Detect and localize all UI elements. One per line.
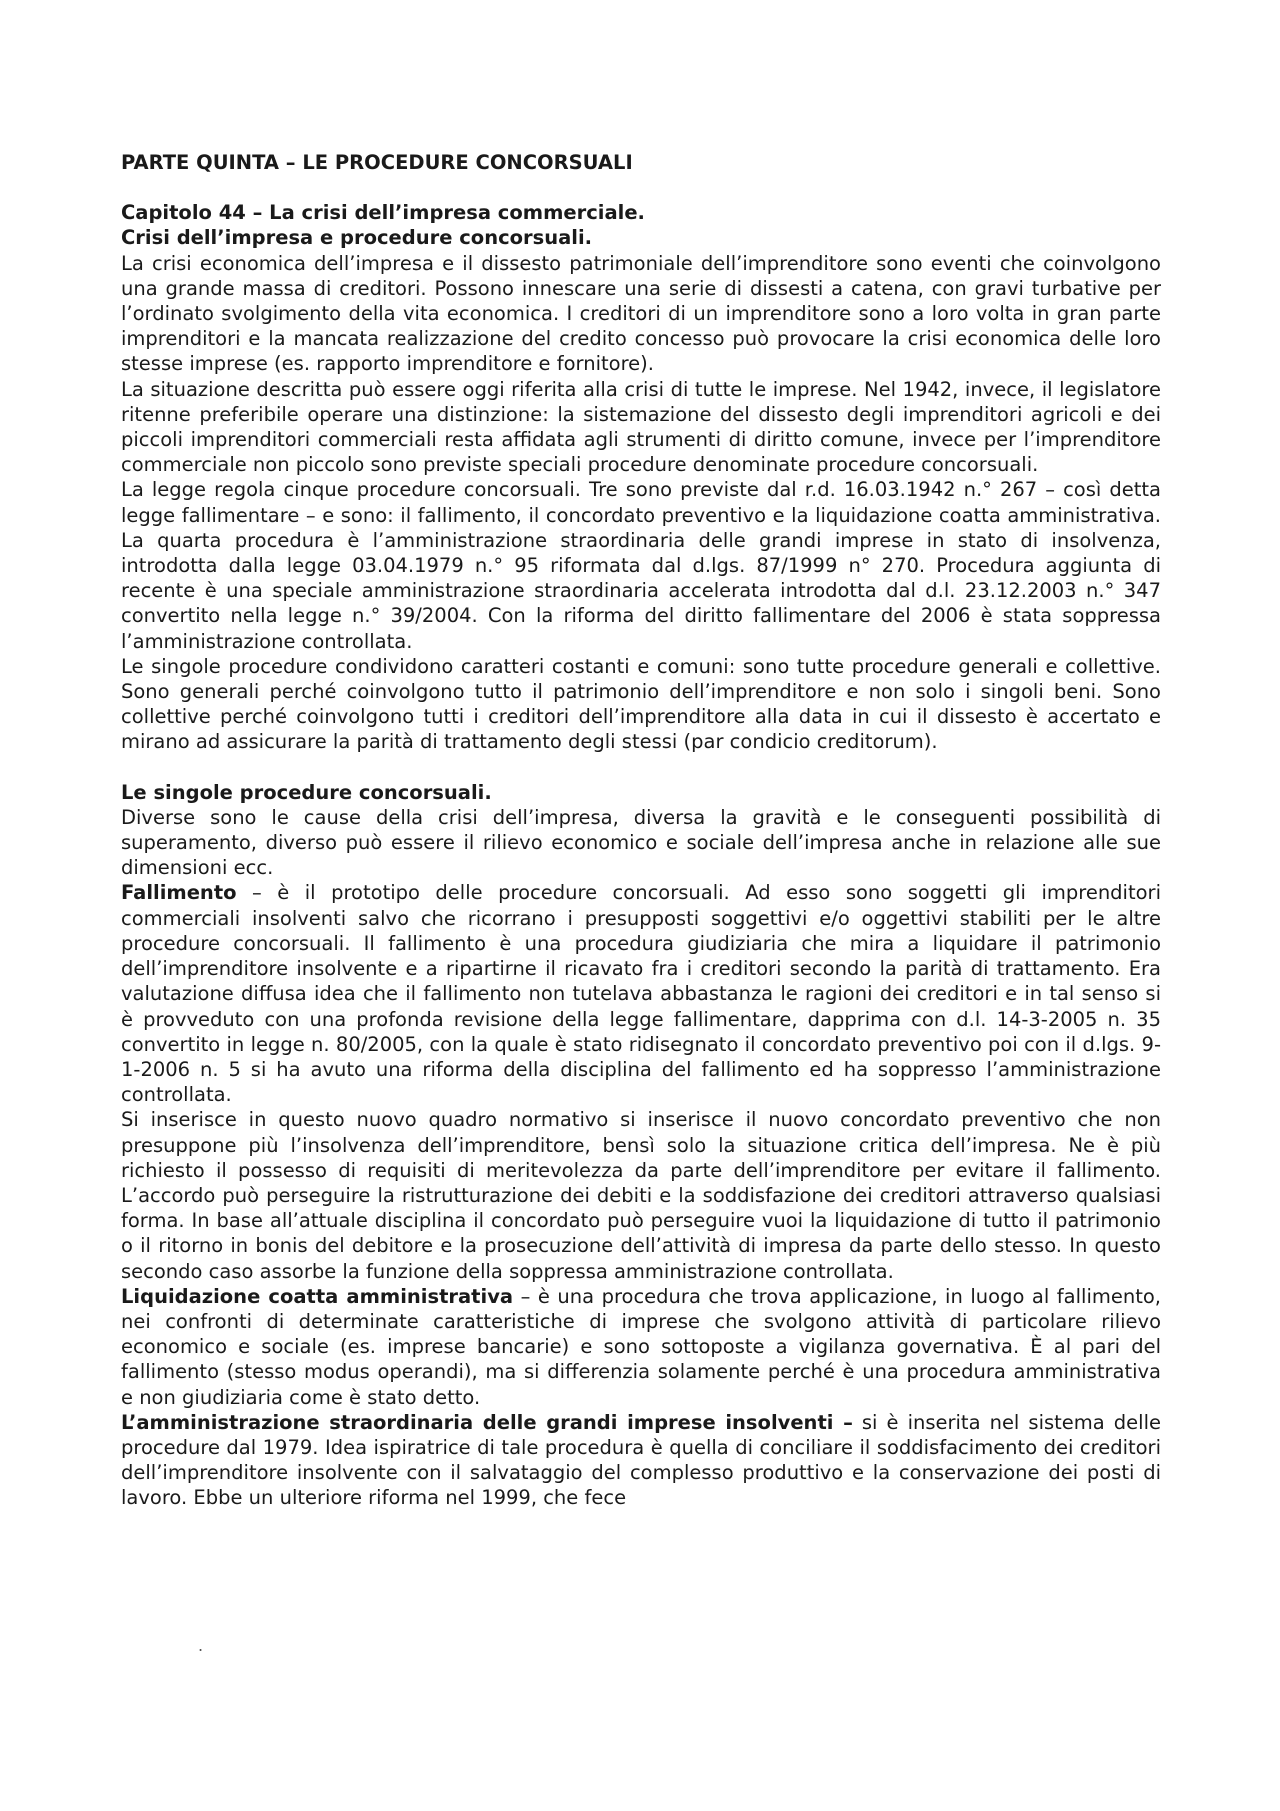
part-title: PARTE QUINTA – LE PROCEDURE CONCORSUALI bbox=[121, 151, 633, 174]
paragraph: La crisi economica dell’impresa e il dissesto patrimoniale dell’imprenditore sono eventi che coinvolgono una grande massa di creditori. Possono innescare una serie di dissesti a catena, con gravi turbative per l’ordinato svolgimento della vita economica. I creditori di un imprenditore sono a loro volta in gran parte imprenditori e la mancata realizzazione del credito concesso può provocare la crisi economica delle loro stesse imprese (es. rapporto imprenditore e fornitore). bbox=[121, 251, 1161, 376]
chapter-title: Capitolo 44 – La crisi dell’impresa commerciale. bbox=[121, 201, 645, 225]
term-amministrazione: L’amministrazione straordinaria delle grandi imprese insolventi – bbox=[121, 1410, 853, 1434]
paragraph: Diverse sono le cause della crisi dell’impresa, diversa la gravità e le conseguenti possibilità di superamento, diverso può essere il rilievo economico e sociale dell’impresa anche in relazione alle sue dimensioni ecc. bbox=[121, 805, 1161, 880]
paragraph-text: – è una procedura che trova applicazione, in luogo al fallimento, nei confronti di determinate caratteristiche di imprese che svolgono attività di particolare rilievo economico e sociale (es. imprese bancarie) e sono sottoposte a vigilanza governativa. È al pari del fallimento (stesso modus operandi), ma si differenzia solamente perché è una procedura amministrativa e non giudiziaria come è stato detto. bbox=[121, 1284, 1161, 1409]
paragraph: La legge regola cinque procedure concorsuali. Tre sono previste dal r.d. 16.03.1942 n.° 267 – così detta legge fallimentare – e sono: il fallimento, il concordato preventivo e la liquidazione coatta amministrativa. La quarta procedura è l’amministrazione straordinaria delle grandi imprese in stato di insolvenza, introdotta dalla legge 03.04.1979 n.° 95 riformata dal d.lgs. 87/1999 n° 270. Procedura aggiunta di recente è una speciale amministrazione straordinaria accelerata introdotta dal d.l. 23.12.2003 n.° 347 convertito nella legge n.° 39/2004. Con la riforma del diritto fallimentare del 2006 è stata soppressa l’amministrazione controllata. bbox=[121, 478, 1161, 653]
paragraph-amministrazione bbox=[121, 1410, 1161, 1511]
term-liquidazione: Liquidazione coatta amministrativa bbox=[121, 1284, 514, 1308]
term-fallimento: Fallimento bbox=[121, 881, 237, 905]
footer-mark: . bbox=[198, 1636, 204, 1655]
section-title-procedure: Le singole procedure concorsuali. bbox=[121, 780, 492, 804]
paragraph: La situazione descritta può essere oggi riferita alla crisi di tutte le imprese. Nel 1942, invece, il legislatore ritenne preferibile operare una distinzione: la sistemazione del dissesto degli imprenditori agricoli e dei piccoli imprenditori commerciali resta affidata agli strumenti di diritto comune, invece per l’imprenditore commerciale non piccolo sono previste speciali procedure denominate procedure concorsuali. bbox=[121, 377, 1161, 477]
section-title-crisi: Crisi dell’impresa e procedure concorsuali. bbox=[121, 226, 593, 250]
document-page bbox=[121, 150, 1161, 1511]
spacer bbox=[121, 755, 1161, 780]
paragraph-text: si è inserita nel sistema delle procedure dal 1979. Idea ispiratrice di tale procedura è quella di conciliare il soddisfacimento dei creditori dell’imprenditore insolvente con il salvataggio del complesso produttivo e la conservazione dei posti di lavoro. Ebbe un ulteriore riforma nel 1999, che fece bbox=[121, 1410, 1161, 1510]
paragraph: Le singole procedure condividono caratteri costanti e comuni: sono tutte procedure generali e collettive. Sono generali perché coinvolgono tutto il patrimonio dell’imprenditore e non solo i singoli beni. Sono collettive perché coinvolgono tutti i creditori dell’imprenditore alla data in cui il dissesto è accertato e mirano ad assicurare la parità di trattamento degli stessi (par condicio creditorum). bbox=[121, 654, 1161, 754]
paragraph-text: – è il prototipo delle procedure concorsuali. Ad esso sono soggetti gli imprenditori commerciali insolventi salvo che ricorrano i presupposti soggettivi e/o oggettivi stabiliti per le altre procedure concorsuali. Il fallimento è una procedura giudiziaria che mira a liquidare il patrimonio dell’imprenditore insolvente e a ripartirne il ricavato fra i creditori secondo la parità di trattamento. Era valutazione diffusa idea che il fallimento non tutelava abbastanza le ragioni dei creditori e in tal senso si è provveduto con una profonda revisione della legge fallimentare, dapprima con d.l. 14-3-2005 n. 35 convertito in legge n. 80/2005, con la quale è stato ridisegnato il concordato preventivo poi con il d.lgs. 9-1-2006 n. 5 si ha avuto una riforma della disciplina del fallimento ed ha soppresso l’amministrazione controllata. bbox=[121, 881, 1161, 1107]
paragraph-concordato: Si inserisce in questo nuovo quadro normativo si inserisce il nuovo concordato preventivo che non presuppone più l’insolvenza dell’imprenditore, bensì solo la situazione critica dell’impresa. Ne è più richiesto il possesso di requisiti di meritevolezza da parte dell’imprenditore per evitare il fallimento. L’accordo può perseguire la ristrutturazione dei debiti e la soddisfazione dei creditori attraverso qualsiasi forma. In base all’attuale disciplina il concordato può perseguire vuoi la liquidazione di tutto il patrimonio o il ritorno in bonis del debitore e la prosecuzione dell’attività di impresa da parte dello stesso. In questo secondo caso assorbe la funzione della soppressa amministrazione controllata. bbox=[121, 1108, 1161, 1283]
paragraph-fallimento bbox=[121, 880, 1161, 1107]
paragraph-liquidazione bbox=[121, 1284, 1161, 1410]
